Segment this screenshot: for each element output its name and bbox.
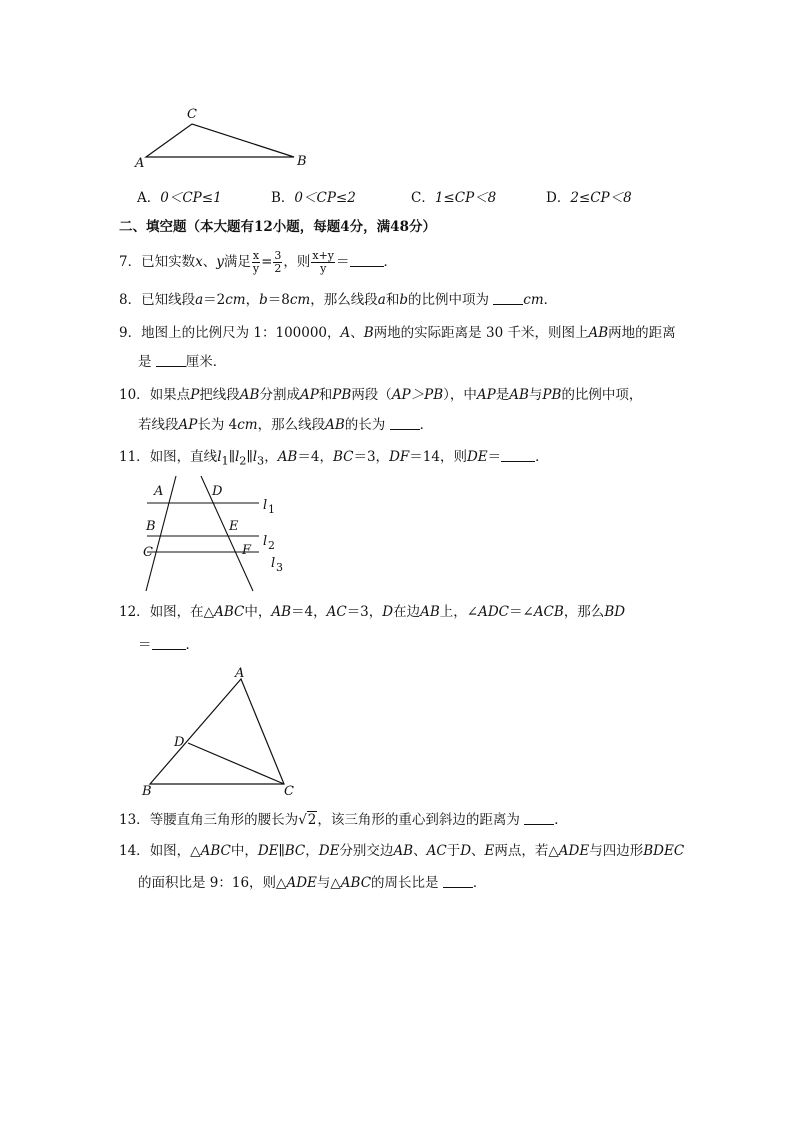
triangle-abc	[150, 679, 284, 784]
answer-blank-q13[interactable]	[524, 811, 554, 825]
label-c: C	[284, 784, 294, 799]
label-e: E	[229, 519, 239, 534]
fraction-x-over-y: $\frac{x}{y}$	[252, 249, 260, 275]
question-11: 11．如图，直线$l_1\parallel l_2\parallel l_3$，AB＝4，BC＝3，DF＝14，则DE＝ ．	[119, 449, 549, 468]
question-8: 8．已知线段a＝2cm，b＝8cm，那么线段a和b的比例中项为 cm．	[119, 292, 558, 308]
label-c: C	[187, 107, 197, 122]
svg-text:2: 2	[268, 539, 275, 552]
label-f: F	[242, 543, 252, 558]
question-9-line-2: 是 厘米．	[138, 354, 227, 370]
figure-q6-triangle	[130, 104, 320, 174]
figure-q12-triangle	[138, 664, 308, 799]
question-12: 12．如图，在△ABC中，AB＝4，AC＝3，D在边AB上，∠ADC＝∠ACB，那么BD	[119, 604, 626, 620]
choice-a[interactable]: A．0＜CP≤1	[137, 190, 222, 206]
section-heading-fill-blank: 二、填空题（本大题有12小题，每题4分，满48分）	[119, 219, 436, 235]
question-10-line-2: 若线段AP长为 4cm，那么线段AB的长为 ．	[138, 417, 434, 433]
answer-blank-q14[interactable]	[443, 874, 473, 888]
triangle-abc	[146, 124, 294, 157]
label-l2: l	[263, 534, 268, 549]
choice-d[interactable]: D．2≤CP＜8	[546, 190, 632, 206]
label-d: D	[174, 735, 185, 750]
question-7: 7．已知实数x、y满足 $\frac{x}{y}$ = $\frac{3}{2}$ ，则 $\frac{x+y}{y}$ ＝ ．	[119, 249, 398, 275]
answer-blank-q9[interactable]	[156, 353, 186, 367]
label-b: B	[146, 519, 156, 534]
transversal-def	[201, 476, 253, 591]
answer-blank-q8[interactable]	[493, 291, 523, 305]
question-9: 9．地图上的比例尺为 1：100000，A、B两地的实际距离是 30 千米，则图上AB两地的距离	[119, 325, 676, 341]
question-13: 13．等腰直角三角形的腰长为√2，该三角形的重心到斜边的距离为 ．	[119, 812, 568, 828]
label-b: B	[142, 784, 152, 799]
answer-blank-q7[interactable]	[350, 253, 384, 267]
label-a: A	[154, 484, 164, 499]
svg-text:1: 1	[268, 503, 275, 516]
svg-text:3: 3	[276, 561, 283, 574]
answer-blank-q11[interactable]	[501, 448, 535, 462]
label-d: D	[212, 484, 223, 499]
choice-c[interactable]: C．1≤CP＜8	[411, 190, 497, 206]
label-a: A	[135, 156, 145, 171]
choice-b[interactable]: B．0＜CP≤2	[271, 190, 356, 206]
question-14-line-2: 的面积比是 9：16，则△ADE与△ABC的周长比是 ．	[138, 875, 487, 891]
label-a: A	[235, 666, 245, 681]
fraction-xplusy-over-y: $\frac{x+y}{y}$	[312, 249, 335, 275]
label-c: C	[143, 545, 153, 560]
label-b: B	[297, 154, 307, 169]
question-12-line-2: ＝ ．	[138, 637, 199, 653]
answer-blank-q10[interactable]	[390, 416, 420, 430]
fraction-3-over-2: $\frac{3}{2}$	[274, 249, 282, 275]
sqrt-2: √2	[298, 812, 317, 828]
answer-blank-q12[interactable]	[152, 636, 186, 650]
question-14: 14．如图，△ABC中，DE∥BC，DE分别交边AB、AC于D、E两点，若△ADE与四边形BDEC	[119, 843, 685, 859]
figure-q11-parallel-lines	[135, 474, 295, 594]
label-l1: l	[263, 498, 268, 513]
label-l3: l	[271, 556, 276, 571]
question-10: 10．如果点P把线段AB分割成AP和PB两段（AP＞PB），中AP是AB与PB的比例中项，	[119, 387, 643, 403]
